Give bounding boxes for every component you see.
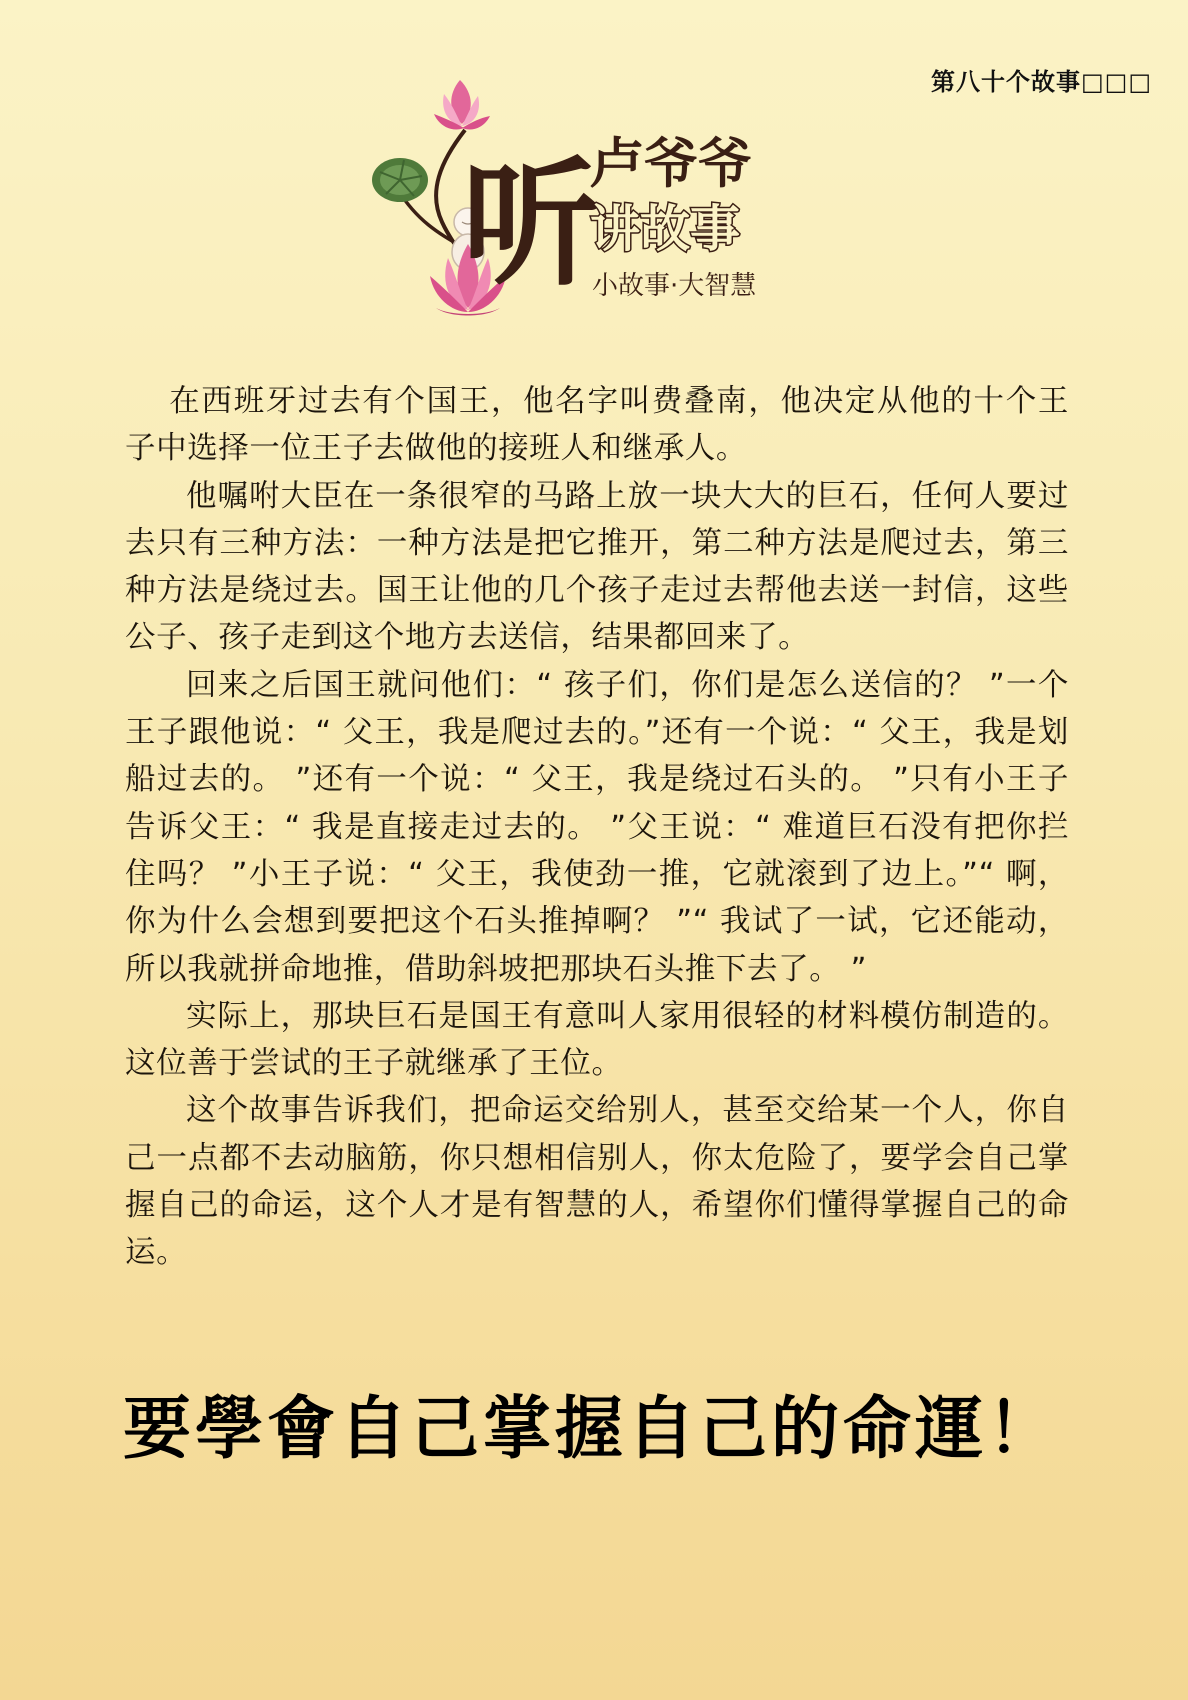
moral-headline: 要學會自己掌握自己的命運！ bbox=[123, 1390, 1060, 1469]
logo-tagline: 小故事·大智慧 bbox=[592, 271, 757, 301]
logo-artwork bbox=[370, 72, 810, 334]
story-paragraph: 他嘱咐大臣在一条很窄的马路上放一块大大的巨石，任何人要过去只有三种方法：一种方法是把它推开，第二种方法是爬过去，第三种方法是绕过去。国王让他的几个孩子走过去帮他去送一封信，这些公子、孩子走到这个地方去送信，结果都回来了。 bbox=[125, 478, 1069, 656]
logo-name: 卢爷爷 bbox=[590, 132, 752, 195]
logo bbox=[370, 72, 810, 334]
story-paragraph: 这个故事告诉我们，把命运交给别人，甚至交给某一个人，你自己一点都不去动脑筋，你只想相信别人，你太危险了，要学会自己掌握自己的命运，这个人才是有智慧的人，希望你们懂得掌握自己的命运。 bbox=[125, 1093, 1069, 1271]
logo-main-char: 听 bbox=[462, 142, 601, 305]
story-body bbox=[125, 378, 1069, 1277]
top-lotus-icon bbox=[434, 80, 490, 130]
lotus-leaf-icon bbox=[372, 158, 428, 202]
page-label: 第八十个故事□□□ bbox=[930, 68, 1152, 96]
story-paragraph: 在西班牙过去有个国王，他名字叫费叠南，他决定从他的十个王子中选择一位王子去做他的接班人和继承人。 bbox=[125, 384, 1069, 467]
story-paragraph: 回来之后国王就问他们：“ 孩子们，你们是怎么送信的？ ”一个王子跟他说：“ 父王，我是爬过去的。”还有一个说：“ 父王，我是划船过去的。 ”还有一个说：“ 父王，我是绕过石头的。 ”只有小王子告诉父王：“ 我是直接走过去的。 ”父王说：“ 难道巨石没有把你拦住吗？ ”小王子说：“ 父王，我使劲一推，它就滚到了边上。”“ 啊，你为什么会想到要把这个石头推掉啊？ ”“ 我试了一试，它还能动，所以我就拼命地推，借助斜坡把那块石头推下去了。 ” bbox=[125, 667, 1069, 987]
logo-subtitle: 讲故事 bbox=[590, 200, 740, 258]
story-paragraph: 实际上，那块巨石是国王有意叫人家用很轻的材料模仿制造的。这位善于尝试的王子就继承了王位。 bbox=[125, 998, 1069, 1082]
